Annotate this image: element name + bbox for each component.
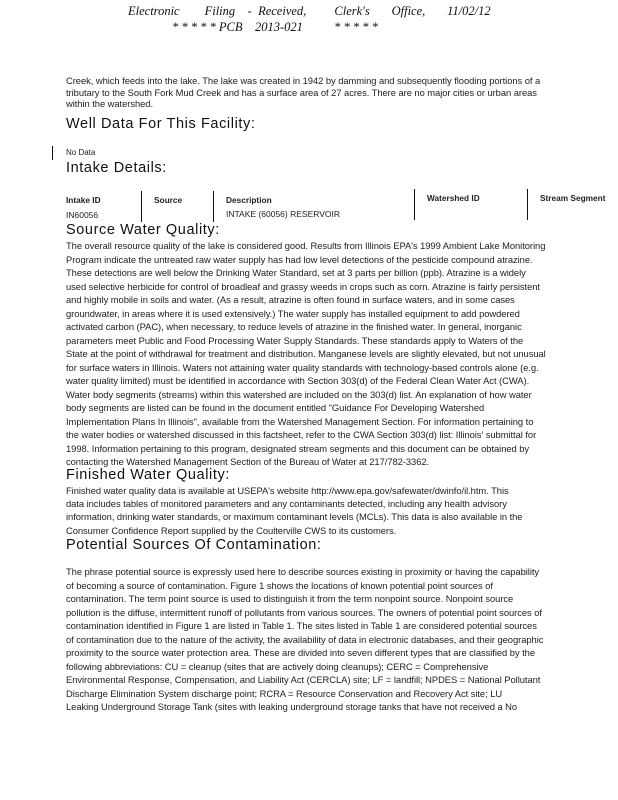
text-line: of contamination due to the nature of the activity, the availability of data in electronic databases, and their geographic — [66, 633, 544, 645]
cell-description: INTAKE (60056) RESERVOIR — [226, 209, 341, 219]
text-line: for surface waters in Illinois. Waters not attaining water quality standards with technology-based controls alone (e.g. — [66, 361, 539, 373]
text-line: The overall resource quality of the lake is considered good. Results from Illinois EPA's 1999 Ambient Lake Monitoring — [66, 240, 546, 251]
text-line: Implementation Plans In Illinois", available from the Watershed Management Section. For information pertaining to — [66, 415, 534, 427]
text-line: Finished water quality data is available at USEPA's website http://www.epa.gov/safewater/dwinfo/il.htm. This — [66, 485, 509, 496]
text-line: contacting the Watershed Management Section of the Bureau of Water at 217/782-3362. — [66, 456, 430, 467]
text-line: information, drinking water standards, or maximum contaminant levels (MCLs). This data is also available in the — [66, 511, 523, 523]
text-line: contamination identified in Figure 1 are listed in Table 1. The sites listed in Table 1 are considered potential sources — [66, 620, 537, 631]
col-stream-segment: Stream Segment — [540, 193, 606, 203]
text-line: parameters meet Public and Food Processing Water Supply Standards. These standards apply to Waters of the — [66, 334, 524, 346]
well-data-value: No Data — [66, 148, 96, 157]
text-line: of becoming a source of contamination. Figure 1 shows the locations of known potential point sources of — [66, 579, 493, 591]
intake-heading: Intake Details: — [66, 160, 167, 176]
filing-stamp-line2: * * * * * PCB 2013-021 * * * * * — [172, 20, 378, 34]
cell-intake-id: IN60056 — [66, 210, 99, 220]
text-line: Water body segments (streams) within this watershed are included on the 303(d) list. An explanation of how water — [66, 388, 532, 400]
text-line: groundwater, in areas where it is used extensively.) The water supply has installed equipment to add powdered — [66, 307, 520, 319]
finished-water-heading: Finished Water Quality: — [66, 467, 230, 483]
col-intake-id: Intake ID — [66, 195, 101, 205]
text-line: 1998. Information pertaining to this program, designated stream segments and this document can be obtained by — [66, 442, 530, 454]
text-line: Consumer Confidence Report supplied by the Coulterville CWS to its customers. — [66, 524, 397, 536]
text-line: contamination. The term point source is used to distinguish it from the term nonpoint source. Nonpoint source — [66, 593, 514, 604]
text-line: Environmental Response, Compensation, and Liability Act (CERCLA) site; LF = landfill; NPDES = National Pollutant — [66, 674, 541, 685]
text-line: Discharge Elimination System discharge point; RCRA = Resource Conservation and Recovery Act site; LU — [66, 687, 503, 699]
text-line: activated carbon (PAC), when necessary, to reduce levels of atrazine in the finished water. In general, inorganic — [66, 321, 522, 332]
text-line: pollution is the diffuse, intermittent runoff of pollutants from various sources. The owners of potential point sources of — [66, 606, 542, 618]
text-line: and highly mobile in soils and water. (As a result, atrazine is often found in surface waters, and in some cases — [66, 294, 515, 305]
text-line: following abbreviations: CU = cleanup (sites that are actively doing cleanups); CERC = Comprehensive — [66, 660, 489, 672]
well-data-heading: Well Data For This Facility: — [66, 116, 256, 132]
contamination-heading: Potential Sources Of Contamination: — [66, 537, 322, 553]
margin-mark — [52, 146, 53, 160]
col-divider — [414, 189, 415, 220]
text-line: State at the point of withdrawal for treatment and distribution. Manganese levels are slightly elevated, but not unusual — [66, 348, 546, 359]
col-divider — [141, 191, 142, 222]
text-line: The phrase potential source is expressly used here to describe sources existing in proximity or having the capability — [66, 566, 540, 577]
text-line: Program indicate the untreated raw water supply has had low level detections of the pesticide compound atrazine. — [66, 253, 533, 265]
filing-stamp-line1: Electronic Filing - Received, Clerk's Office, 11/02/12 — [128, 4, 491, 18]
text-line: within the watershed. — [66, 98, 154, 109]
col-divider — [213, 191, 214, 222]
col-divider — [527, 189, 528, 220]
col-source: Source — [154, 195, 183, 205]
text-line: These detections are well below the Drinking Water Standard, set at 3 parts per billion (ppb). Atrazine is a widely — [66, 267, 526, 278]
col-description: Description — [226, 195, 272, 205]
source-water-heading: Source Water Quality: — [66, 222, 220, 238]
text-line: Leaking Underground Storage Tank (sites with leaking underground storage tanks that have not received a No — [66, 701, 518, 712]
text-line: data includes tables of monitored parameters and any contaminants detected, including any health advisory — [66, 498, 507, 510]
text-line: water quality limited) must be identified in accordance with Section 303(d) of the Federal Clean Water Act (CWA). — [66, 375, 530, 386]
text-line: proximity to the source water protection area. These are divided into seven different types that are classified by the — [66, 647, 536, 658]
text-line: tributary to the South Fork Mud Creek and has a surface area of 27 acres. There are no major cities or urban areas — [66, 86, 537, 98]
text-line: Creek, which feeds into the lake. The lake was created in 1942 by damming and subsequently flooding portions of a — [66, 75, 541, 86]
col-watershed-id: Watershed ID — [427, 193, 480, 203]
text-line: the water bodies or watershed discussed in this factsheet, refer to the CWA Section 303(d) list: Illinois' submittal for — [66, 429, 537, 440]
text-line: body segments are listed can be found in the document entitled "Guidance For Developing Watershed — [66, 402, 485, 413]
text-line: used selective herbicide for control of broadleaf and grassy weeds in crops such as corn. Atrazine is fairly persistent — [66, 280, 540, 292]
